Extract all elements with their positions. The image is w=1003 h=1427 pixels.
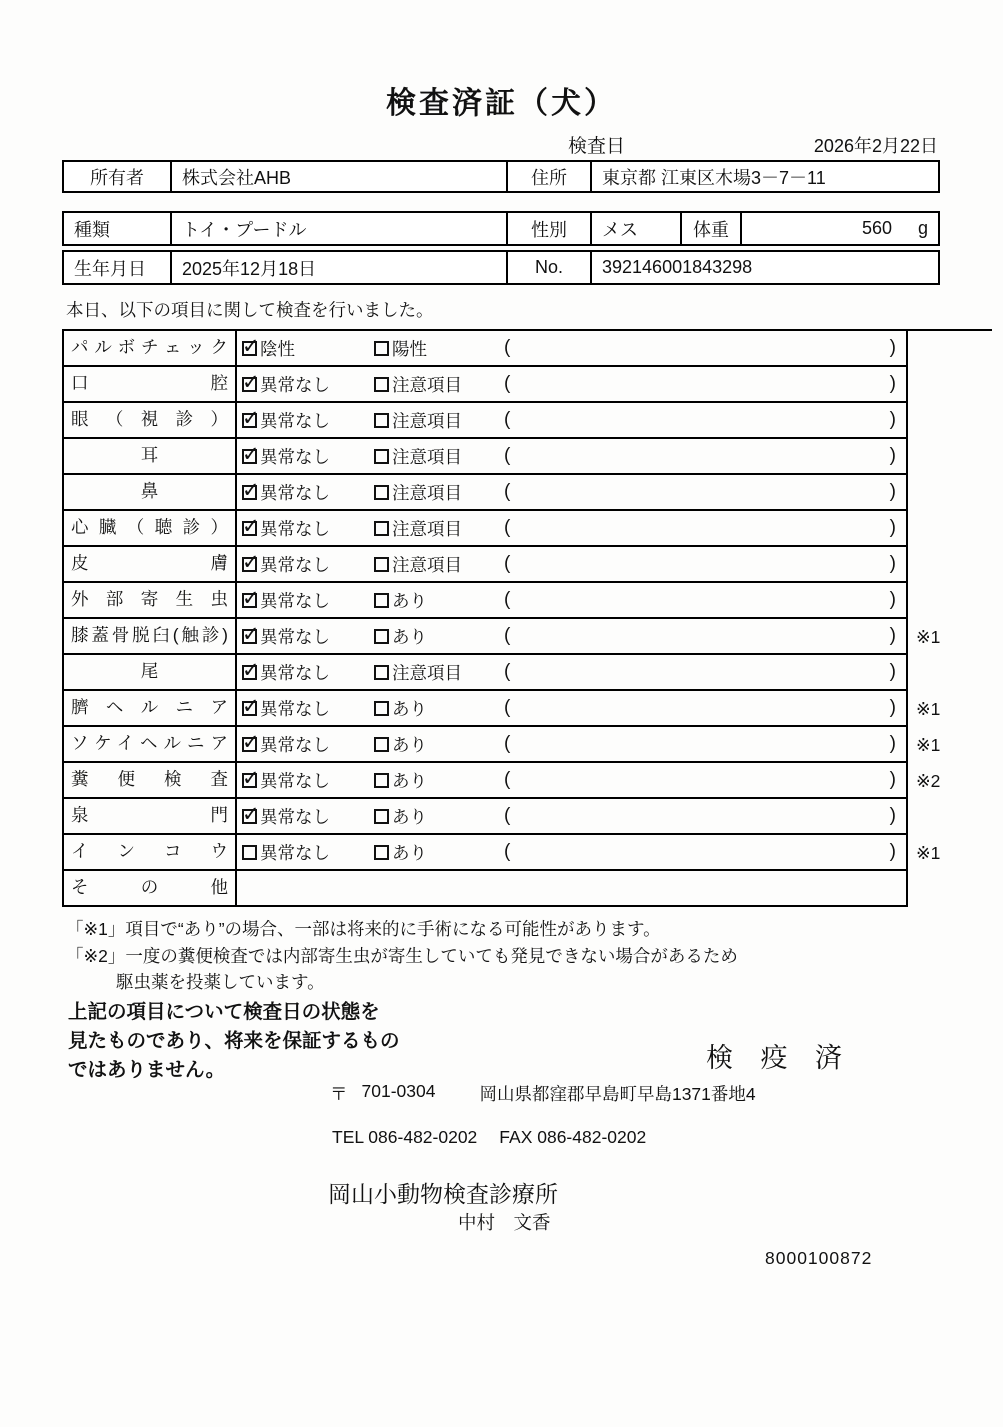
option bbox=[242, 480, 374, 505]
checkbox[interactable] bbox=[374, 377, 389, 392]
clinic-fax: FAX 086-482-0202 bbox=[499, 1127, 647, 1147]
row-note bbox=[908, 439, 988, 475]
examiner-name: 中村 文香 bbox=[458, 1212, 551, 1233]
row-note bbox=[908, 583, 988, 619]
option bbox=[374, 768, 504, 793]
paren-open: ( bbox=[504, 841, 511, 862]
paren-open: ( bbox=[504, 769, 511, 790]
row-note: ※1 bbox=[916, 735, 941, 755]
paren-close: ) bbox=[889, 517, 896, 538]
inspection-row bbox=[62, 619, 992, 655]
option bbox=[242, 336, 374, 361]
sex-label: 性別 bbox=[506, 213, 590, 244]
option bbox=[242, 408, 374, 433]
paren-open: ( bbox=[504, 553, 511, 574]
checkbox[interactable] bbox=[374, 593, 389, 608]
paren-close: ) bbox=[889, 409, 896, 430]
option bbox=[242, 660, 374, 685]
option-label: 異常なし bbox=[260, 806, 330, 827]
row-label: 皮膚 bbox=[64, 547, 237, 581]
paren-close: ) bbox=[889, 841, 896, 862]
row-label: 耳 bbox=[64, 439, 237, 473]
footnotes bbox=[66, 916, 738, 996]
row-note bbox=[908, 799, 988, 835]
option-label: 異常なし bbox=[260, 410, 330, 431]
checkbox[interactable] bbox=[374, 845, 389, 860]
row-label: パルボチェック bbox=[64, 331, 237, 365]
row-label: 尾 bbox=[64, 655, 237, 689]
row-note bbox=[908, 403, 988, 439]
option bbox=[242, 516, 374, 541]
row-label: ソケイヘルニア bbox=[64, 727, 237, 761]
checkbox[interactable] bbox=[242, 701, 257, 716]
row-note bbox=[908, 547, 988, 583]
option-label: 異常なし bbox=[260, 698, 330, 719]
checkbox[interactable] bbox=[242, 449, 257, 464]
checkbox[interactable] bbox=[242, 593, 257, 608]
option bbox=[374, 840, 504, 865]
option-label: 異常なし bbox=[260, 374, 330, 395]
option-label: 注意項目 bbox=[392, 554, 462, 575]
paren-close: ) bbox=[889, 373, 896, 394]
inspection-row bbox=[62, 871, 992, 907]
checkbox[interactable] bbox=[374, 413, 389, 428]
paren-close: ) bbox=[889, 661, 896, 682]
option bbox=[374, 372, 504, 397]
option-label: 異常なし bbox=[260, 446, 330, 467]
option bbox=[242, 804, 374, 829]
clinic-tel-row bbox=[332, 1127, 646, 1148]
breed-label: 種類 bbox=[74, 219, 110, 240]
option-label: 注意項目 bbox=[392, 446, 462, 467]
option-label: 注意項目 bbox=[392, 374, 462, 395]
option-label: 陽性 bbox=[392, 338, 427, 359]
paren-open: ( bbox=[504, 445, 511, 466]
option-label: あり bbox=[392, 698, 427, 719]
serial-number: 8000100872 bbox=[765, 1248, 873, 1268]
row-note bbox=[908, 331, 988, 367]
option-label: あり bbox=[392, 770, 427, 791]
row-label: 膝蓋骨脱臼(触診) bbox=[64, 619, 237, 653]
row-note bbox=[908, 871, 988, 907]
option bbox=[374, 804, 504, 829]
option bbox=[374, 480, 504, 505]
row-note: ※1 bbox=[916, 627, 941, 647]
weight-unit: g bbox=[917, 218, 928, 238]
paren-open: ( bbox=[504, 589, 511, 610]
checkbox[interactable] bbox=[374, 341, 389, 356]
checkbox[interactable] bbox=[374, 485, 389, 500]
option-label: 異常なし bbox=[260, 554, 330, 575]
inspection-row bbox=[62, 691, 992, 727]
paren-open: ( bbox=[504, 337, 511, 358]
birthdate-label: 生年月日 bbox=[74, 258, 146, 279]
row-label: インコウ bbox=[64, 835, 237, 869]
option-label: 異常なし bbox=[260, 734, 330, 755]
inspection-row bbox=[62, 331, 992, 367]
owner-label: 所有者 bbox=[90, 167, 144, 188]
checkbox[interactable] bbox=[242, 845, 257, 860]
weight-value: 560 bbox=[861, 218, 892, 238]
inspection-row bbox=[62, 835, 992, 871]
paren-close: ) bbox=[889, 553, 896, 574]
disclaimer-line-3: ではありません。 bbox=[68, 1059, 226, 1081]
address-label: 住所 bbox=[506, 162, 590, 191]
checkbox[interactable] bbox=[242, 629, 257, 644]
footnote-3: 駆虫薬を投薬しています。 bbox=[116, 972, 325, 992]
row-note: ※1 bbox=[916, 843, 941, 863]
option bbox=[374, 660, 504, 685]
checkbox[interactable] bbox=[242, 413, 257, 428]
inspection-row bbox=[62, 583, 992, 619]
inspection-row bbox=[62, 799, 992, 835]
pet-table-row2 bbox=[62, 250, 940, 285]
paren-close: ) bbox=[889, 337, 896, 358]
row-label: 心臓（聴診） bbox=[64, 511, 237, 545]
inspection-date-row bbox=[62, 131, 938, 158]
inspection-date-label: 検査日 bbox=[568, 136, 626, 157]
checkbox[interactable] bbox=[242, 809, 257, 824]
checkbox[interactable] bbox=[242, 737, 257, 752]
option-label: 注意項目 bbox=[392, 482, 462, 503]
paren-close: ) bbox=[889, 625, 896, 646]
footnote-2: 「※2」一度の糞便検査では内部寄生虫が寄生していても発見できない場合があるため bbox=[66, 945, 738, 966]
paren-open: ( bbox=[504, 517, 511, 538]
clinic-tel: TEL 086-482-0202 bbox=[332, 1127, 478, 1147]
number-value: 392146001843298 bbox=[590, 252, 938, 283]
paren-close: ) bbox=[889, 445, 896, 466]
paren-close: ) bbox=[889, 805, 896, 826]
paren-open: ( bbox=[504, 805, 511, 826]
disclaimer-line-2: 見たものであり、将来を保証するもの bbox=[68, 1030, 400, 1052]
statement-text: 本日、以下の項目に関して検査を行いました。 bbox=[66, 300, 434, 320]
checkbox[interactable] bbox=[242, 521, 257, 536]
option bbox=[242, 372, 374, 397]
address-value: 東京都 江東区木場3－7－11 bbox=[590, 162, 938, 191]
option bbox=[374, 588, 504, 613]
option-label: あり bbox=[392, 590, 427, 611]
number-label: No. bbox=[506, 252, 590, 283]
paren-open: ( bbox=[504, 409, 511, 430]
weight-cell bbox=[740, 213, 938, 244]
inspection-date-value: 2026年2月22日 bbox=[813, 136, 938, 156]
option bbox=[374, 732, 504, 757]
option bbox=[374, 516, 504, 541]
paren-open: ( bbox=[504, 625, 511, 646]
postal-mark-icon: 〒 bbox=[330, 1084, 348, 1104]
paren-close: ) bbox=[889, 481, 896, 502]
option bbox=[374, 624, 504, 649]
option bbox=[242, 840, 374, 865]
row-note: ※2 bbox=[916, 771, 941, 791]
option bbox=[242, 732, 374, 757]
pet-table-row1 bbox=[62, 211, 940, 246]
inspection-row bbox=[62, 439, 992, 475]
inspection-row bbox=[62, 727, 992, 763]
inspection-row bbox=[62, 403, 992, 439]
inspection-row bbox=[62, 547, 992, 583]
option-label: 異常なし bbox=[260, 842, 330, 863]
quarantine-stamp: 検 疫 済 bbox=[706, 1043, 853, 1073]
checkbox[interactable] bbox=[374, 557, 389, 572]
option bbox=[374, 336, 504, 361]
row-label: 鼻 bbox=[64, 475, 237, 509]
checkbox[interactable] bbox=[374, 701, 389, 716]
paren-close: ) bbox=[889, 589, 896, 610]
option-label: 異常なし bbox=[260, 590, 330, 611]
option-label: 異常なし bbox=[260, 518, 330, 539]
checkbox[interactable] bbox=[374, 449, 389, 464]
option bbox=[242, 588, 374, 613]
option-label: あり bbox=[392, 806, 427, 827]
option-label: 異常なし bbox=[260, 626, 330, 647]
option bbox=[242, 624, 374, 649]
paren-open: ( bbox=[504, 697, 511, 718]
weight-label: 体重 bbox=[680, 213, 740, 244]
postal-code: 701-0304 bbox=[361, 1081, 436, 1101]
paren-open: ( bbox=[504, 733, 511, 754]
option-label: 注意項目 bbox=[392, 410, 462, 431]
option bbox=[242, 444, 374, 469]
checkbox[interactable] bbox=[374, 665, 389, 680]
row-note bbox=[908, 475, 988, 511]
option bbox=[242, 552, 374, 577]
inspection-table bbox=[62, 329, 992, 907]
option bbox=[242, 696, 374, 721]
inspection-row bbox=[62, 511, 992, 547]
paren-open: ( bbox=[504, 373, 511, 394]
checkbox[interactable] bbox=[242, 773, 257, 788]
owner-value: 株式会社AHB bbox=[170, 162, 506, 191]
row-label: 糞便検査 bbox=[64, 763, 237, 797]
option-label: 陰性 bbox=[260, 338, 295, 359]
page-title: 検査済証（犬） bbox=[386, 87, 617, 120]
paren-open: ( bbox=[504, 481, 511, 502]
disclaimer bbox=[68, 998, 400, 1085]
row-label: その他 bbox=[64, 871, 237, 905]
row-note bbox=[908, 367, 988, 403]
row-note: ※1 bbox=[916, 699, 941, 719]
checkbox[interactable] bbox=[242, 341, 257, 356]
checkbox[interactable] bbox=[242, 377, 257, 392]
row-label: 眼（視診） bbox=[64, 403, 237, 437]
row-label: 口腔 bbox=[64, 367, 237, 401]
option bbox=[374, 552, 504, 577]
checkbox[interactable] bbox=[242, 485, 257, 500]
clinic-address: 岡山県都窪郡早島町早島1371番地4 bbox=[479, 1084, 756, 1104]
footnote-1: 「※1」項目で“あり”の場合、一部は将来的に手術になる可能性があります。 bbox=[66, 919, 661, 939]
option bbox=[242, 768, 374, 793]
option bbox=[374, 444, 504, 469]
inspection-rows bbox=[62, 331, 992, 907]
row-label: 泉門 bbox=[64, 799, 237, 833]
row-note bbox=[908, 511, 988, 547]
option-label: あり bbox=[392, 734, 427, 755]
option-label: 注意項目 bbox=[392, 662, 462, 683]
inspection-row bbox=[62, 367, 992, 403]
checkbox[interactable] bbox=[374, 773, 389, 788]
paren-open: ( bbox=[504, 661, 511, 682]
row-label: 臍ヘルニア bbox=[64, 691, 237, 725]
checkbox[interactable] bbox=[374, 737, 389, 752]
option bbox=[374, 408, 504, 433]
row-label: 外部寄生虫 bbox=[64, 583, 237, 617]
inspection-row bbox=[62, 475, 992, 511]
breed-value: トイ・プードル bbox=[170, 213, 506, 244]
option-label: 異常なし bbox=[260, 482, 330, 503]
option bbox=[374, 696, 504, 721]
option-label: 異常なし bbox=[260, 770, 330, 791]
paren-close: ) bbox=[889, 769, 896, 790]
disclaimer-line-1: 上記の項目について検査日の状態を bbox=[68, 1001, 380, 1023]
inspection-row bbox=[62, 763, 992, 799]
sex-value: メス bbox=[590, 213, 680, 244]
owner-table bbox=[62, 160, 940, 193]
paren-close: ) bbox=[889, 733, 896, 754]
clinic-postal-row bbox=[330, 1081, 756, 1106]
option-label: 異常なし bbox=[260, 662, 330, 683]
row-note bbox=[908, 655, 988, 691]
checkbox[interactable] bbox=[374, 521, 389, 536]
clinic-name: 岡山小動物検査診療所 bbox=[328, 1181, 558, 1207]
option-label: 注意項目 bbox=[392, 518, 462, 539]
checkbox[interactable] bbox=[374, 629, 389, 644]
option-label: あり bbox=[392, 842, 427, 863]
checkbox[interactable] bbox=[242, 557, 257, 572]
inspection-row bbox=[62, 655, 992, 691]
checkbox[interactable] bbox=[242, 665, 257, 680]
option-label: あり bbox=[392, 626, 427, 647]
paren-close: ) bbox=[889, 697, 896, 718]
checkbox[interactable] bbox=[374, 809, 389, 824]
birthdate-value: 2025年12月18日 bbox=[170, 252, 506, 283]
